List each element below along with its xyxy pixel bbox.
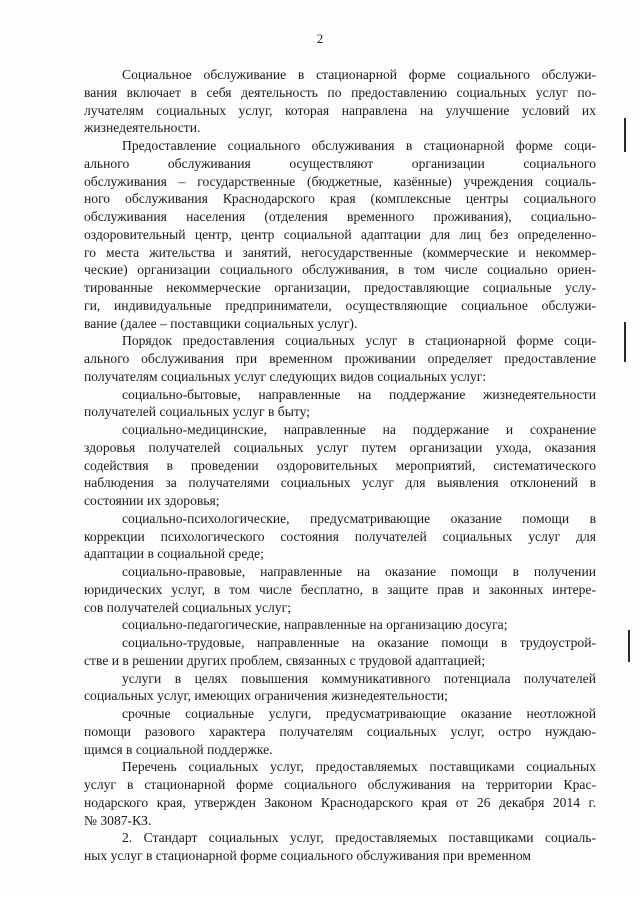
text-line: обслуживания населения (отделения временного проживания), социально- xyxy=(84,209,596,224)
paragraph xyxy=(84,670,596,706)
margin-mark xyxy=(628,630,630,662)
text-line: Порядок предоставления социальных услуг в стационарной форме соци- xyxy=(122,333,596,349)
text-line: вание (далее – поставщики социальных услуг). xyxy=(84,315,358,331)
text-line: состоянии их здоровья; xyxy=(84,493,220,508)
text-line: социально-трудовые, направленные на оказание помощи в трудоустрой- xyxy=(122,635,596,650)
margin-mark xyxy=(624,322,626,362)
text-line: содействия в проведении оздоровительных мероприятий, систематического xyxy=(84,457,596,473)
text-line: услуги в целях повышения коммуникативного потенциала получателей xyxy=(122,670,596,686)
text-line: ги, индивидуальные предприниматели, осуществляющие социальное обслужи- xyxy=(84,297,596,313)
text-line: социально-правовые, направленные на оказание помощи в получении xyxy=(122,564,596,579)
paragraph xyxy=(84,616,596,634)
paragraph xyxy=(84,829,596,865)
text-line: лучателям социальных услуг, которая направлена на улучшение условий их xyxy=(84,102,596,118)
text-line: ного обслуживания Краснодарского края (комплексные центры социального xyxy=(84,191,596,207)
paragraph xyxy=(84,758,596,829)
margin-mark xyxy=(624,118,626,152)
text-line: адаптации в социальной среде; xyxy=(84,546,264,562)
text-line: ального обслуживания осуществляют организации социального xyxy=(84,155,596,171)
text-line: вания включает в себя деятельность по предоставлению социальных услуг по- xyxy=(84,84,596,100)
text-line: щимся в социальной поддержке. xyxy=(84,741,273,757)
text-line: Предоставление социального обслуживания в стационарной форме соци- xyxy=(122,138,596,153)
text-line: услуг в стационарной форме социального обслуживания на территории Крас- xyxy=(84,777,596,792)
paragraph xyxy=(84,386,596,422)
text-line: ального обслуживания при временном проживании определяет предоставление xyxy=(84,351,596,366)
paragraph xyxy=(84,705,596,758)
text-line: срочные социальные услуги, предусматривающие оказание неотложной xyxy=(122,706,596,721)
text-line: юридических услуг, в том числе бесплатно, в защите прав и законных интере- xyxy=(84,581,596,597)
text-line: жизнедеятельности. xyxy=(84,120,201,136)
text-line: № 3087-КЗ. xyxy=(84,812,152,828)
text-line: получателям социальных услуг следующих видов социальных услуг: xyxy=(84,368,487,384)
text-line: 2. Стандарт социальных услуг, предоставляемых поставщиками социаль- xyxy=(122,830,596,846)
text-line: наблюдения за получателями социальных услуг для выявления отклонений в xyxy=(84,475,596,491)
paragraph xyxy=(84,563,596,616)
text-line: социально-бытовые, направленные на поддержание жизнедеятельности xyxy=(122,386,596,402)
paragraph xyxy=(84,66,596,137)
text-line: получателей социальных услуг в быту; xyxy=(84,404,310,420)
text-line: Перечень социальных услуг, предоставляемых поставщиками социальных xyxy=(122,759,596,775)
paragraph xyxy=(84,137,596,332)
text-line: ческие) организации социального обслуживания, в том числе социально ориен- xyxy=(84,262,596,278)
text-line: коррекции психологического состояния получателей социальных услуг для xyxy=(84,528,596,544)
text-line: социально-психологические, предусматривающие оказание помощи в xyxy=(122,510,596,526)
paragraph xyxy=(84,421,596,510)
text-line: тированные некоммерческие организации, предоставляющие социальные услу- xyxy=(84,280,596,295)
text-line: сов получателей социальных услуг; xyxy=(84,599,291,615)
text-line: го места жительства и занятий, негосударственные (коммерческие и некоммер- xyxy=(84,244,596,260)
paragraph xyxy=(84,510,596,563)
paragraph xyxy=(84,634,596,670)
text-line: социально-медицинские, направленные на поддержание и сохранение xyxy=(122,422,596,437)
text-line: помощи разового характера получателям социальных услуг, остро нуждаю- xyxy=(84,723,596,739)
page-number: 2 xyxy=(316,31,324,46)
text-line: Социальное обслуживание в стационарной форме социального обслужи- xyxy=(122,67,596,82)
text-line: обслуживания – государственные (бюджетные, казённые) учреждения социаль- xyxy=(84,173,596,189)
text-line: социально-педагогические, направленные на организацию досуга; xyxy=(122,617,508,633)
text-line: социальных услуг, имеющих ограничения жизнедеятельности; xyxy=(84,688,448,704)
text-line: оздоровительный центр, центр социальной адаптации для лиц без определенно- xyxy=(84,226,596,242)
paragraph xyxy=(84,332,596,385)
text-line: нодарского края, утвержден Законом Краснодарского края от 26 декабря 2014 г. xyxy=(84,794,596,810)
text-line: здоровья получателей социальных услуг путем организации ухода, оказания xyxy=(84,439,596,455)
text-line: стве и в решении других проблем, связанных с трудовой адаптацией; xyxy=(84,652,486,668)
text-line: ных услуг в стационарной форме социального обслуживания при временном xyxy=(84,848,532,863)
document-body xyxy=(84,66,596,865)
